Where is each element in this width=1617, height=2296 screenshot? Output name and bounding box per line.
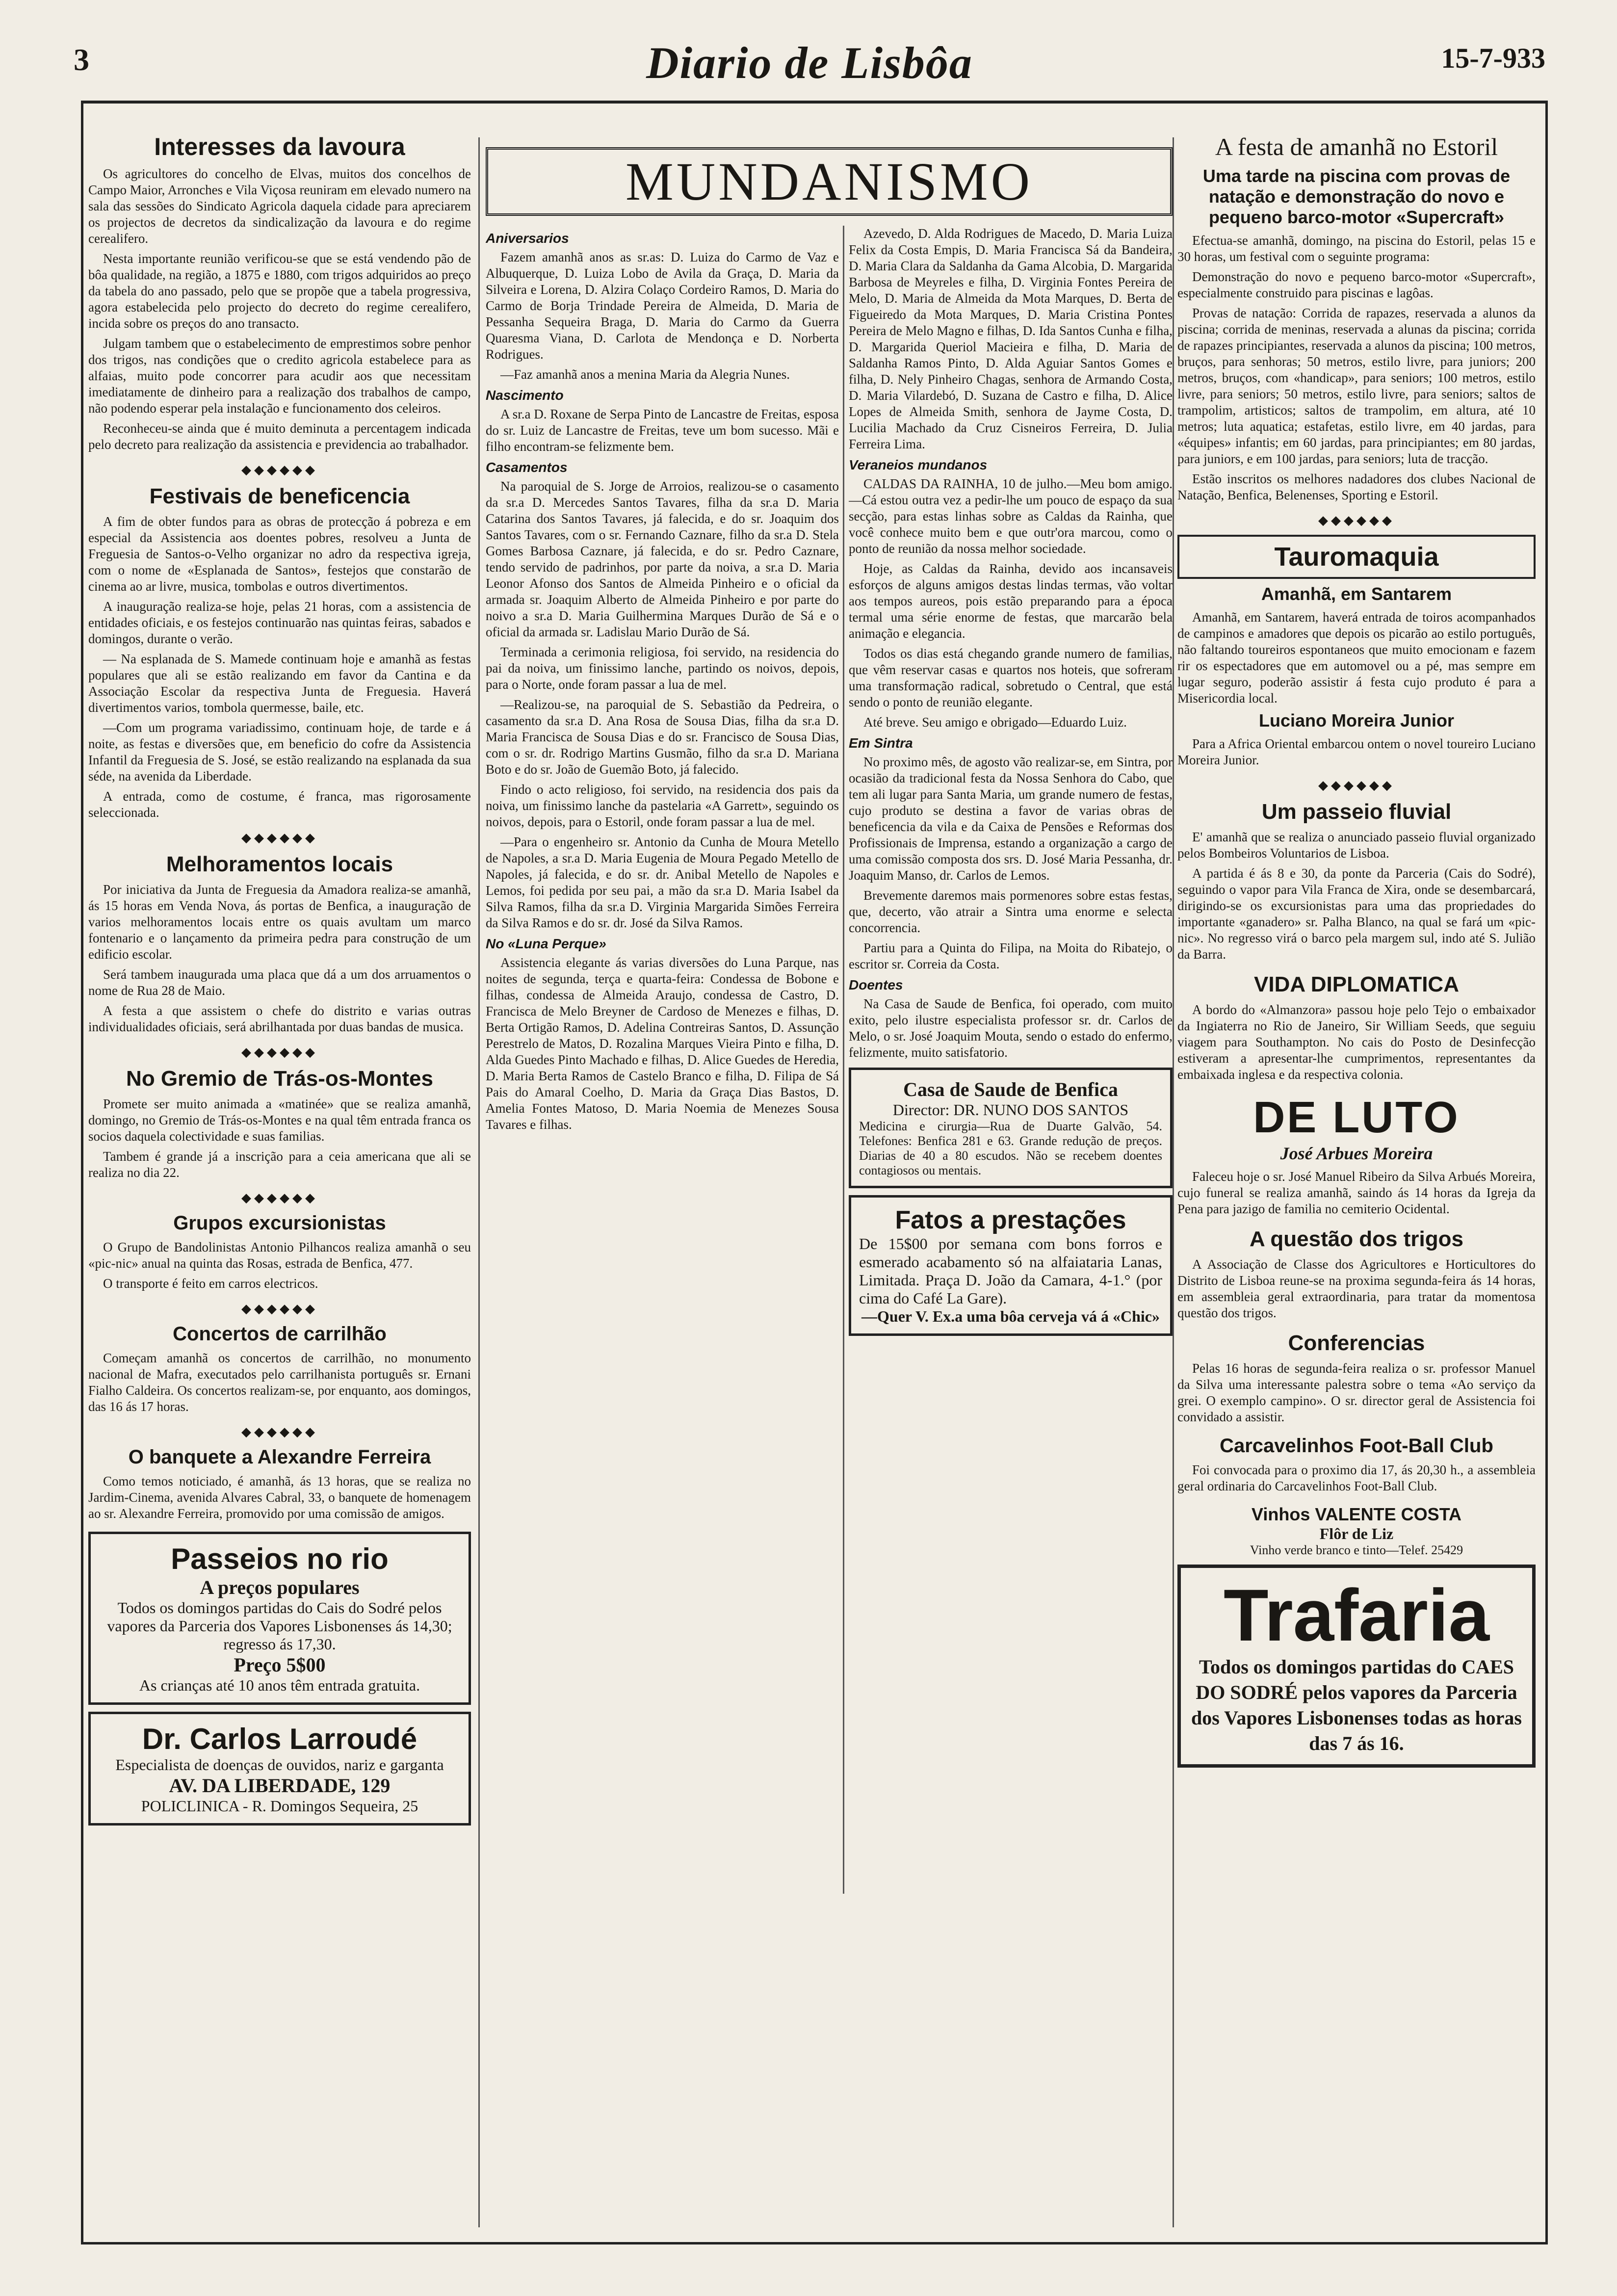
advert-passeios-rio	[88, 1532, 471, 1705]
section-title-mundanismo: MUNDANISMO	[486, 147, 1173, 216]
article-grupos	[88, 1212, 471, 1292]
paragraph: Pelas 16 horas de segunda-feira realiza o sr. professor Manuel da Silva uma interessante palestra sobre o tema «Ao serviço da grei. O exemplo campino». O sr. director geral de Assistencia foi convidado a assistir.	[1177, 1361, 1536, 1424]
column-4	[1177, 132, 1536, 2237]
paragraph: Será tambem inaugurada uma placa que dá a um dos arruamentos o nome de Rua 28 de Maio.	[88, 967, 471, 998]
paragraph: A partida é ás 8 e 30, da ponte da Parceria (Cais do Sodré), seguindo o vapor para Vila Franca de Xira, onde se desembarcará, dirigindo-se os excursionistas para uma das propriedades do importante «ganadero» sr. Palha Blanco, na qual se fará um «pic-nic». No regresso virá o barco pela margem sul, indo até S. Julião da Barra.	[1177, 866, 1536, 962]
advert-fatos	[849, 1195, 1173, 1336]
ornament-divider: ◆◆◆◆◆◆	[241, 1425, 318, 1439]
paragraph: A bordo do «Almanzora» passou hoje pelo Tejo o embaixador da Ingiaterra no Rio de Janeiro, Sir William Seeds, que seguiu viagem para Southampton. No cais do Posto de Desinfecção estiveram a apresentar-lhe cumprimentos, representantes da embaixada inglesa e da respectiva colonia.	[1177, 1002, 1536, 1082]
subheadline: Amanhã, em Santarem	[1261, 584, 1452, 604]
advert-text: Todos os domingos partidas do Cais do Sodré pelos vapores da Parceria dos Vapores Lisbonenses ás 14,30; regresso ás 17,30.	[107, 1599, 452, 1653]
paragraph: A Associação de Classe dos Agricultores e Horticultores do Distrito de Lisboa reune-se na proxima segunda-feira ás 14 horas, em assembleia geral extraordinaria, para tratar da momentosa questão dos trigos.	[1177, 1257, 1536, 1320]
subheading: Em Sintra	[849, 735, 913, 751]
subheading: Aniversarios	[486, 231, 569, 246]
paragraph: A sr.a D. Roxane de Serpa Pinto de Lancastre de Freitas, esposa do sr. Luiz de Lancastre de Freitas, teve um bom sucesso. Mãi e filho encontram-se felizmente bem.	[486, 407, 839, 454]
ornament-divider: ◆◆◆◆◆◆	[1318, 513, 1395, 527]
paragraph: Hoje, as Caldas da Rainha, devido aos incansaveis esforços de alguns amigos destas lindas termas, vão voltar aos tempos aureos, pois estão preparando para a época termal uma série enorme de festas, que marcarão bela animação e elegancia.	[849, 561, 1173, 641]
advert-text: Todos os domingos partidas do CAES DO SODRÉ pelos vapores da Parceria dos Vapores Lisbonenses todas as horas das 7 ás 16.	[1191, 1656, 1522, 1754]
paragraph: Fazem amanhã anos as sr.as: D. Luiza do Carmo de Vaz e Albuquerque, D. Luiza Lobo de Avila da Graça, D. Maria da Silveira e Lorena, D. Alzira Colaço Cordeiro Ramos, D. Maria do Carmo de Borja Trindade Pereira de Almeida, D. Maria de Pessanha Sequeira Braga, D. Maria do Carmo da Guerra Quaresma Viana, D. Carlota de Mendonça e D. Norberta Rodrigues.	[486, 250, 839, 362]
paragraph: Terminada a cerimonia religiosa, foi servido, na residencia do pai da noiva, um finissimo lanche, partindo os noivos, depois, para o Norte, onde foram passar a lua de mel.	[486, 645, 839, 692]
headline: Tauromaquia	[1177, 535, 1536, 579]
advert-text: As crianças até 10 anos têm entrada gratuita.	[139, 1676, 420, 1694]
headline: Concertos de carrilhão	[173, 1323, 387, 1345]
paragraph: —Para o engenheiro sr. Antonio da Cunha de Moura Metello de Napoles, a sr.a D. Maria Eugenia de Moura Pegado Metello de Napoles, já falecida, e do sr. dr. Anibal Metello de Napoles e Lemos, foi pedida por seu pai, a mão da sr.a D. Maria Isabel da Silva Ramos, filha da sr.a D. Virginia Margarida Simões Ferreira da Silva Ramos e do sr. dr. José da Silva Ramos.	[486, 835, 839, 930]
paragraph: Assistencia elegante ás varias diversões do Luna Parque, nas noites de segunda, terça e quarta-feira: Condessa de Bobone e filhas, condessa de Almeida Araujo, condessa de Castro, D. Francisca de Melo Breyner de Cardoso de Menezes e filhas, D. Berta Ortigão Ramos, D. Adelina Contreiras Santos, D. Assunção Perestrelo de Matos, D. Rozalina Marques Vieira Pinto e filha, D. Alda Guedes Pinto Machado e filhas, D. Alice Guedes de Heredia, D. Maria Berta Ramos de Castelo Branco e filha, D. Filipa de Sá Pais do Amaral Coelho, D. Maria da Graça Dias Bastos, D. Amelia Fontes Matoso, D. Maria Noemia de Menezes Sousa Tavares e filhas.	[486, 955, 839, 1132]
paragraph: —Com um programa variadissimo, continuam hoje, de tarde e á noite, as festas e diversões que, em beneficio do cofre da Assistencia Infantil da Freguesia de S. José, se estão realizando na esplanada da sua séde, na avenida da Liberdade.	[88, 720, 471, 783]
masthead	[74, 38, 1545, 88]
ornament-divider: ◆◆◆◆◆◆	[1318, 778, 1395, 792]
headline: A questão dos trigos	[1250, 1227, 1463, 1251]
advert-subtitle: A preços populares	[200, 1576, 360, 1598]
article-melhoramentos	[88, 852, 471, 1035]
article-tauromaquia	[1177, 535, 1536, 768]
article-carcavelinhos	[1177, 1435, 1536, 1494]
paragraph: Até breve. Seu amigo e obrigado—Eduardo Luiz.	[863, 715, 1127, 730]
article-festivais	[88, 484, 471, 821]
column-3	[849, 226, 1173, 2237]
article-vida	[1177, 972, 1536, 1083]
paragraph: A fim de obter fundos para as obras de protecção á pobreza e em especial da Assistencia aos doentes pobres, resolveu a Junta de Freguesia de Santos-o-Velho organizar no adro da respectiva igreja, com o nome de «Esplanada de Santos», festejos que constarão de cinema ao ar livre, musica, tombolas e outros divertimentos.	[88, 514, 471, 594]
headline: Grupos excursionistas	[173, 1212, 386, 1234]
advert-casa-saude	[849, 1068, 1173, 1188]
article-conferencias	[1177, 1331, 1536, 1425]
advert-subtitle: Flôr de Liz	[1319, 1525, 1394, 1542]
paragraph: Promete ser muito animada a «matinée» que se realiza amanhã, domingo, no Gremio de Trás-os-Montes e na qual têm entrada franca os socios daquela colectividade e suas familias.	[88, 1096, 471, 1144]
headline: No Gremio de Trás-os-Montes	[126, 1067, 433, 1091]
column-rule	[1173, 137, 1174, 2227]
advert-text: Especialista de doenças de ouvidos, nariz e garganta	[115, 1756, 444, 1774]
headline: Festivais de beneficencia	[149, 484, 410, 508]
ornament-divider: ◆◆◆◆◆◆	[241, 1302, 318, 1316]
ornament-divider: ◆◆◆◆◆◆	[241, 831, 318, 845]
paragraph: — Na esplanada de S. Mamede continuam hoje e amanhã as festas populares que ali se estão realizando em favor da Cantina e da Associação Escolar da respectiva Junta de Freguesia. Haverá divertimentos varios, tombola quermesse, baile, etc.	[88, 652, 471, 715]
advert-title: Fatos a prestações	[895, 1206, 1126, 1234]
paragraph: O Grupo de Bandolinistas Antonio Pilhancos realiza amanhã o seu «pic-nic» anual na quinta das Rosas, estrada de Benfica, 477.	[88, 1240, 471, 1271]
advert-trafaria	[1177, 1565, 1536, 1768]
headline: Carcavelinhos Foot-Ball Club	[1220, 1435, 1493, 1457]
article-passeio	[1177, 800, 1536, 963]
article-luto	[1177, 1093, 1536, 1217]
paragraph: Findo o acto religioso, foi servido, na residencia dos pais da noiva, um finissimo lanche da pastelaria «A Garrett», seguindo os noivos, depois, para o Estoril, onde foram passar a lua de mel.	[486, 782, 839, 829]
paragraph: Nesta importante reunião verificou-se que se está vendendo pão de bôa qualidade, na região, a 1875 e 1880, com trigos adquiridos ao preço da tabela do ano passado, pelo que se propõe que a tabela progressiva, agora estabelecida pelo projecto do decreto do regime cerealifero, incida sobre os preços do ano transacto.	[88, 251, 471, 331]
paragraph: Faleceu hoje o sr. José Manuel Ribeiro da Silva Arbués Moreira, cujo funeral se realiza amanhã, saindo ás 14 horas da Igreja da Pena para jazigo de familia no cemiterio Ocidental.	[1177, 1169, 1536, 1216]
headline: Conferencias	[1288, 1331, 1425, 1355]
newspaper-title: Diario de Lisbôa	[646, 38, 973, 88]
issue-date: 15-7-933	[1441, 42, 1545, 74]
paragraph: Brevemente daremos mais pormenores sobre estas festas, que, decerto, vão atrair a Sintra uma enorme e selecta concorrencia.	[849, 888, 1173, 935]
article-estoril	[1177, 132, 1536, 503]
advert-address: AV. DA LIBERDADE, 129	[169, 1774, 391, 1797]
advert-title: Trafaria	[1224, 1574, 1489, 1656]
paragraph: Partiu para a Quinta do Filipa, na Moita do Ribatejo, o escritor sr. Correia da Costa.	[849, 940, 1173, 971]
advert-text: POLICLINICA - R. Domingos Sequeira, 25	[141, 1797, 418, 1815]
page-number: 3	[74, 42, 89, 77]
paragraph: Na paroquial de S. Jorge de Arroios, realizou-se o casamento da sr.a D. Mercedes Santos Tavares, filha da sr.a D. Maria Catarina dos Santos Tavares, já falecida, e do sr. Joaquim dos Santos Tavares, com o sr. Fernando Caznare, filho da sr.a D. Stela Gomes Barbosa Caznare, já falecida, e do sr. Pedro Caznare, tendo servido de padrinhos, por parte da noiva, a sr.a D. Maria Leonor Afonso dos Santos de Almeida Pinheiro e o oficial da armada sr. Joaquim Alberto de Almeida Pinheiro e por parte do noivo a sr.a D. Maria Guilhermina Marques Durão de Sá e o oficial da armada sr. Ladislau Mario Durão de Sá.	[486, 479, 839, 639]
paragraph: Por iniciativa da Junta de Freguesia da Amadora realiza-se amanhã, ás 15 horas em Venda Nova, ás portas de Benfica, a inauguração de varios melhoramentos locais entre os quais avultam um marco fontenario e o lançamento da primeira pedra para construção de um edificio escolar.	[88, 882, 471, 962]
paragraph: Começam amanhã os concertos de carrilhão, no monumento nacional de Mafra, executados pelo carrilhanista português sr. Ernani Fialho Caldeira. Os concertos realizam-se, por enquanto, aos domingos, das 16 ás 17 horas.	[88, 1351, 471, 1414]
paragraph: Foi convocada para o proximo dia 17, ás 20,30 h., a assembleia geral ordinaria do Carcavelinhos Foot-Ball Club.	[1177, 1462, 1536, 1493]
advert-title: Vinhos VALENTE COSTA	[1251, 1504, 1462, 1524]
paragraph: Todos os dias está chegando grande numero de familias, que vêm reservar casas e quartos nos hoteis, que sofreram uma transformação radical, sobretudo o Central, que está sendo o ponto de reunião elegante.	[849, 646, 1173, 709]
paragraph: Julgam tambem que o estabelecimento de emprestimos sobre penhor dos trigos, nas condições que o credito agricola estabelece para as alfaias, muito pode concorrer para acudir aos que necessitam imediatamente de dinheiro para a realização dos trabalhos de campo, não podendo esperar pela instalação e funcionamento dos celeiros.	[88, 336, 471, 416]
subheading: Veraneios mundanos	[849, 457, 988, 472]
advert-title: Passeios no rio	[171, 1542, 389, 1575]
article-gremio	[88, 1067, 471, 1181]
article-banquete	[88, 1446, 471, 1522]
paragraph: A entrada, como de costume, é franca, mas rigorosamente seleccionada.	[88, 789, 471, 820]
paragraph: —Faz amanhã anos a menina Maria da Alegria Nunes.	[500, 367, 790, 382]
subheadline: Luciano Moreira Junior	[1258, 710, 1455, 731]
paragraph: Provas de natação: Corrida de rapazes, reservada a alunos da piscina; corrida de meninas, reservada a alunas da piscina; corrida de rapazes principiantes, reservada a alunos da piscina; 100 metros, bruços, para senhoras; 50 metros, estilo livre, para juniors; 200 metros, bruços, com «handicap», para seniors; 100 metros, estilo livre, para seniors; 50 metros, estilo livre, para seniors; saltos de trampolim, artisticos; saltos de trampolim, em altura, até 10 metros; luta aquatica; estafetas, estilo livre, em 40 jardas, para «équipes» infantis; em 60 jardas, para principiantes; em 80 jardas, para juniors, e em 100 jardas, para seniors; luta de tracção.	[1177, 306, 1536, 466]
advert-title: Dr. Carlos Larroudé	[142, 1722, 417, 1755]
column-1	[88, 132, 471, 2237]
column-rule	[843, 226, 844, 1894]
advert-text: De 15$00 por semana com bons forros e esmerado acabamento só na alfaiataria Lanas, Limitada. Praça D. João da Camara, 4-1.° (por cima do Café La Gare).	[859, 1235, 1162, 1307]
advert-text: Medicina e cirurgia—Rua de Duarte Galvão, 54. Telefones: Benfica 281 e 63. Grande redução de preços. Diarias de 40 a 80 escudos. Não se recebem doentes contagiosos ou mentais.	[859, 1119, 1162, 1177]
ornament-divider: ◆◆◆◆◆◆	[241, 463, 318, 477]
advert-text: Director: DR. NUNO DOS SANTOS	[892, 1101, 1129, 1119]
paragraph: Reconheceu-se ainda que é muito deminuta a percentagem indicada pelo decreto para realização da assistencia e previdencia ao trabalhador.	[88, 421, 471, 452]
advert-price: Preço 5$00	[234, 1654, 326, 1676]
paragraph: Amanhã, em Santarem, haverá entrada de toiros acompanhados de campinos e amadores que depois os picarão ao estilo português, não faltando toureiros espontaneos que muito emocionam e fazem rir os espectadores que em automovel ou a pé, mas sempre em lugar seguro, poderão assistir á festa cujo produto é para a Misericordia local.	[1177, 610, 1536, 705]
paragraph: Para a Africa Oriental embarcou ontem o novel toureiro Luciano Moreira Junior.	[1177, 736, 1536, 767]
headline: O banquete a Alexandre Ferreira	[128, 1446, 431, 1468]
paragraph: Na Casa de Saude de Benfica, foi operado, com muito exito, pelo ilustre especialista professor sr. dr. Carlos de Melo, o sr. José Joaquim Mouta, sendo o estado do enfermo, felizmente, muito satisfatorio.	[849, 996, 1173, 1060]
subheadline: José Arbues Moreira	[1280, 1144, 1433, 1163]
advert-vinhos	[1177, 1504, 1536, 1558]
headline: Melhoramentos locais	[166, 852, 393, 876]
paragraph: Tambem é grande já a inscrição para a ceia americana que ali se realiza no dia 22.	[88, 1149, 471, 1180]
headline: VIDA DIPLOMATICA	[1254, 972, 1459, 996]
paragraph: Azevedo, D. Alda Rodrigues de Macedo, D. Maria Luiza Felix da Costa Empis, D. Maria Francisca Sá da Bandeira, D. Maria Clara da Saldanha da Gama Alcobia, D. Margarida Barbosa de Meyreles e filha, D. Virginia Fontes Pereira de Melo, D. Maria de Almeida da Mota Marques, D. Berta de Figueiredo da Mota Marques, D. Maria Cristina Pontes Pereira de Melo Magno e filhas, D. Ida Santos Cunha e filha, D. Margarida Queriol Macieira e filha, D. Maria de Saldanha Ramos Pinto, D. Alda Aguiar Santos Gomes e filha, D. Nely Pinheiro Chagas, senhora de Armando Costa, D. Maria Vilardebó, D. Suzana de Castro e filha, D. Alice Lopes de Almeida Smith, senhora de Jayme Costa, D. Lucilia Machado da Cruz Cisneiros Ferreira, D. Julia Ferreira Lima.	[849, 226, 1173, 451]
headline: DE LUTO	[1253, 1093, 1460, 1142]
paragraph: Os agricultores do concelho de Elvas, muitos dos concelhos de Campo Maior, Arronches e Vila Viçosa reuniram em elevado numero na sala das sessões do Sindicato Agricola daquela cidade para apreciarem os projectos de decretos da sindicalização da lavoura e do regime cerealifero.	[88, 166, 471, 246]
paragraph: No proximo mês, de agosto vão realizar-se, em Sintra, por ocasião da tradicional festa da Nossa Senhora do Cabo, que tem ali lugar para Santa Maria, um grande numero de festas, cujo produto se destina a favor de varias obras de beneficencia da vila e da Caixa de Pensões e Reformas dos Profissionais de Imprensa, estando a organização a cargo de uma comissão composta dos srs. D. José Maria Pessanha, dr. Joaquim Manso, dr. Carlos de Lemos.	[849, 755, 1173, 883]
subheadline: Uma tarde na piscina com provas de natação e demonstração do novo e pequeno barco-motor «Supercraft»	[1202, 166, 1511, 227]
column-rule	[478, 137, 480, 2227]
paragraph: Efectua-se amanhã, domingo, na piscina do Estoril, pelas 15 e 30 horas, um festival com o seguinte programa:	[1177, 233, 1536, 264]
paragraph: —Realizou-se, na paroquial de S. Sebastião da Pedreira, o casamento da sr.a D. Ana Rosa de Sousa Dias, filha da sr.a D. Maria Francisca de Sousa Dias e do sr. Francisco de Sousa Dias, com o sr. dr. Rodrigo Martins Gusmão, filho da sr.a D. Mariana Boto e do sr. João de Guemão Boto, já falecido.	[486, 697, 839, 777]
paragraph: Como temos noticiado, é amanhã, ás 13 horas, que se realiza no Jardim-Cinema, avenida Alvares Cabral, 33, o banquete de homenagem ao sr. Alexandre Ferreira, promovido por uma comissão de amigos.	[88, 1474, 471, 1521]
paragraph: Estão inscritos os melhores nadadores dos clubes Nacional de Natação, Benfica, Belenenses, Sporting e Estoril.	[1177, 471, 1536, 502]
paragraph: Demonstração do novo e pequeno barco-motor «Supercraft», especialmente construido para piscinas e lagôas.	[1177, 269, 1536, 300]
paragraph: O transporte é feito em carros electricos.	[103, 1276, 318, 1291]
advert-larroude	[88, 1712, 471, 1826]
headline: A festa de amanhã no Estoril	[1215, 133, 1498, 160]
headline: Um passeio fluvial	[1261, 800, 1452, 824]
ornament-divider: ◆◆◆◆◆◆	[241, 1045, 318, 1059]
paragraph: A festa a que assistem o chefe do distrito e varias outras individualidades oficiais, será abrilhantada por duas bandas de musica.	[88, 1003, 471, 1034]
article-trigos	[1177, 1227, 1536, 1321]
advert-text: —Quer V. Ex.a uma bôa cerveja vá á «Chic»	[861, 1307, 1160, 1325]
subheading: Nascimento	[486, 388, 564, 403]
subheading: Casamentos	[486, 460, 568, 475]
paragraph: A inauguração realiza-se hoje, pelas 21 horas, com a assistencia de entidades oficiais, e os festejos continuarão nas quintas feiras, sabados e domingos, durante o verão.	[88, 599, 471, 646]
advert-text: Vinho verde branco e tinto—Telef. 25429	[1250, 1543, 1463, 1557]
paragraph: E' amanhã que se realiza o anunciado passeio fluvial organizado pelos Bombeiros Voluntarios de Lisboa.	[1177, 830, 1536, 861]
paragraph: CALDAS DA RAINHA, 10 de julho.—Meu bom amigo.—Cá estou outra vez a pedir-lhe um pouco de espaço da sua secção, para estas linhas sobre as Caldas da Rainha, que você conhece muito bem e que outr'ora marcou, como o ponto de reunião da nossa melhor sociedade.	[849, 476, 1173, 556]
subheading: Doentes	[849, 977, 903, 992]
headline: Interesses da lavoura	[154, 133, 405, 160]
advert-title: Casa de Saude de Benfica	[903, 1078, 1118, 1100]
article-lavoura	[88, 132, 471, 453]
ornament-divider: ◆◆◆◆◆◆	[241, 1191, 318, 1205]
column-2	[486, 226, 839, 2237]
article-concertos	[88, 1323, 471, 1415]
subheading: No «Luna Perque»	[486, 936, 606, 951]
